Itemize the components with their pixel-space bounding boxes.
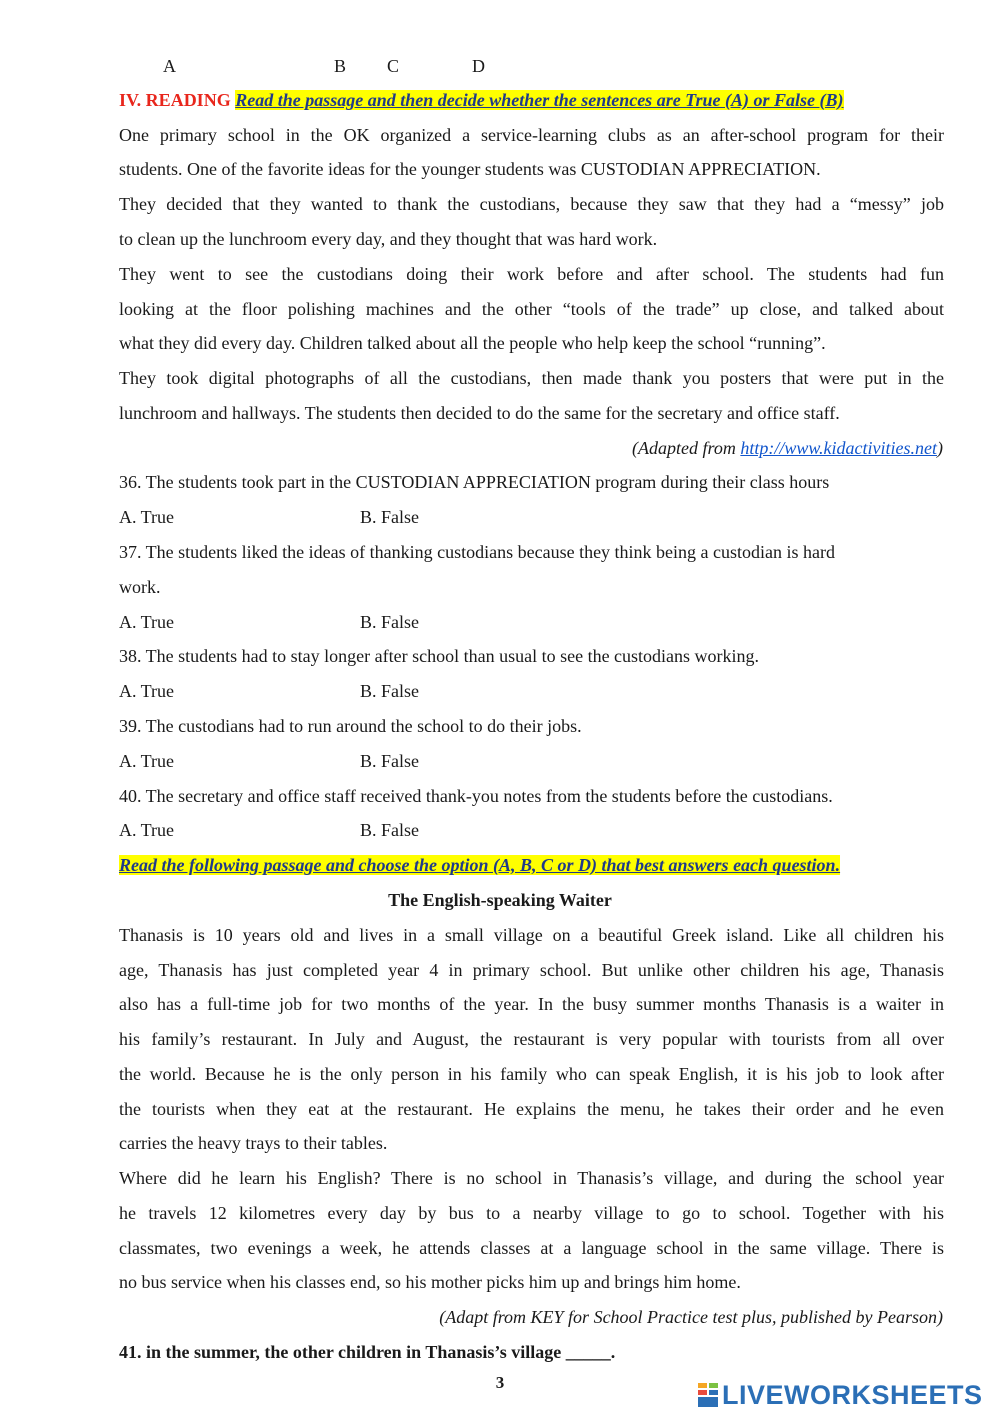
passage2-line: Thanasis is 10 years old and lives in a small village on a beautiful Greek island. Like all children his — [119, 925, 944, 945]
question-37: 37. The students liked the ideas of thanking custodians because they think being a custodian is hard — [119, 542, 836, 562]
q38-option-true[interactable]: A. True — [119, 681, 175, 701]
q40-option-true[interactable]: A. True — [119, 820, 175, 840]
passage2-line: age, Thanasis has just completed year 4 in primary school. But unlike other children his age, Thanasis — [119, 960, 944, 980]
passage-line: They took digital photographs of all the custodians, then made thank you posters that were put in the — [119, 368, 944, 388]
option-a: A — [163, 56, 176, 76]
passage2-title: The English-speaking Waiter — [388, 890, 612, 910]
question-41: 41. in the summer, the other children in Thanasis’s village _____. — [119, 1342, 616, 1362]
q38-option-false[interactable]: B. False — [360, 681, 420, 701]
passage2-instruction: Read the following passage and choose the option (A, B, C or D) that best answers each question. — [119, 855, 841, 875]
reading-heading-line — [119, 88, 844, 112]
q37-option-true[interactable]: A. True — [119, 612, 175, 632]
q39-option-true[interactable]: A. True — [119, 751, 175, 771]
question-36: 36. The students took part in the CUSTODIAN APPRECIATION program during their class hours — [119, 472, 830, 492]
option-c: C — [387, 56, 400, 76]
page-number: 3 — [495, 1373, 505, 1392]
source-link[interactable]: http://www.kidactivities.net — [740, 438, 937, 458]
question-39: 39. The custodians had to run around the school to do their jobs. — [119, 716, 582, 736]
section-heading: IV. READING — [119, 90, 231, 110]
option-d: D — [472, 56, 485, 76]
passage2-line: the tourists when they eat at the restaurant. He explains the menu, he takes their order and he even — [119, 1099, 944, 1119]
passage-line: One primary school in the OK organized a service-learning clubs as an after-school program for their — [119, 125, 944, 145]
liveworksheets-logo — [697, 1378, 983, 1412]
question-40: 40. The secretary and office staff received thank-you notes from the students before the custodians. — [119, 786, 833, 806]
passage2-line: his family’s restaurant. In July and August, the restaurant is very popular with tourists from all over — [119, 1029, 944, 1049]
question-37-cont: work. — [119, 577, 161, 597]
passage-line: They decided that they wanted to thank the custodians, because they saw that they had a “messy” job — [119, 194, 944, 214]
passage-line: looking at the floor polishing machines and the other “tools of the trade” up close, and talked about — [119, 299, 944, 319]
passage2-line: carries the heavy trays to their tables. — [119, 1133, 388, 1153]
passage2-source: (Adapt from KEY for School Practice test plus, published by Pearson) — [439, 1307, 943, 1327]
q37-option-false[interactable]: B. False — [360, 612, 420, 632]
liveworksheets-text: LIVEWORKSHEETS — [722, 1379, 983, 1410]
source-prefix: (Adapted from — [632, 438, 741, 458]
passage2-line: also has a full-time job for two months of the year. In the busy summer months Thanasis is a waiter in — [119, 994, 944, 1014]
passage2-instruction-line — [119, 853, 840, 877]
passage-line: They went to see the custodians doing their work before and after school. The students had fun — [119, 264, 944, 284]
q36-option-true[interactable]: A. True — [119, 507, 175, 527]
option-b: B — [334, 56, 347, 76]
passage2-line: he travels 12 kilometres every day by bus to a nearby village to go to school. Together with his — [119, 1203, 944, 1223]
passage2-line: Where did he learn his English? There is no school in Thanasis’s village, and during the school year — [119, 1168, 944, 1188]
passage-line: to clean up the lunchroom every day, and they thought that was hard work. — [119, 229, 658, 249]
reading-instruction: Read the passage and then decide whether the sentences are True (A) or False (B) — [235, 90, 844, 110]
q36-option-false[interactable]: B. False — [360, 507, 420, 527]
question-38: 38. The students had to stay longer after school than usual to see the custodians working. — [119, 646, 760, 666]
liveworksheets-icon — [697, 1381, 719, 1409]
passage-source — [632, 436, 943, 460]
passage2-line: classmates, two evenings a week, he attends classes at a language school in the same village. There is — [119, 1238, 944, 1258]
passage-line: students. One of the favorite ideas for the younger students was CUSTODIAN APPRECIATION. — [119, 159, 821, 179]
passage-line: what they did every day. Children talked about all the people who help keep the school “running”. — [119, 333, 826, 353]
q40-option-false[interactable]: B. False — [360, 820, 420, 840]
passage2-line: no bus service when his classes end, so his mother picks him up and brings him home. — [119, 1272, 741, 1292]
passage-line: lunchroom and hallways. The students then decided to do the same for the secretary and office staff. — [119, 403, 840, 423]
passage2-line: the world. Because he is the only person in his family who can speak English, it is his job to look after — [119, 1064, 944, 1084]
source-suffix: ) — [937, 438, 943, 458]
q39-option-false[interactable]: B. False — [360, 751, 420, 771]
